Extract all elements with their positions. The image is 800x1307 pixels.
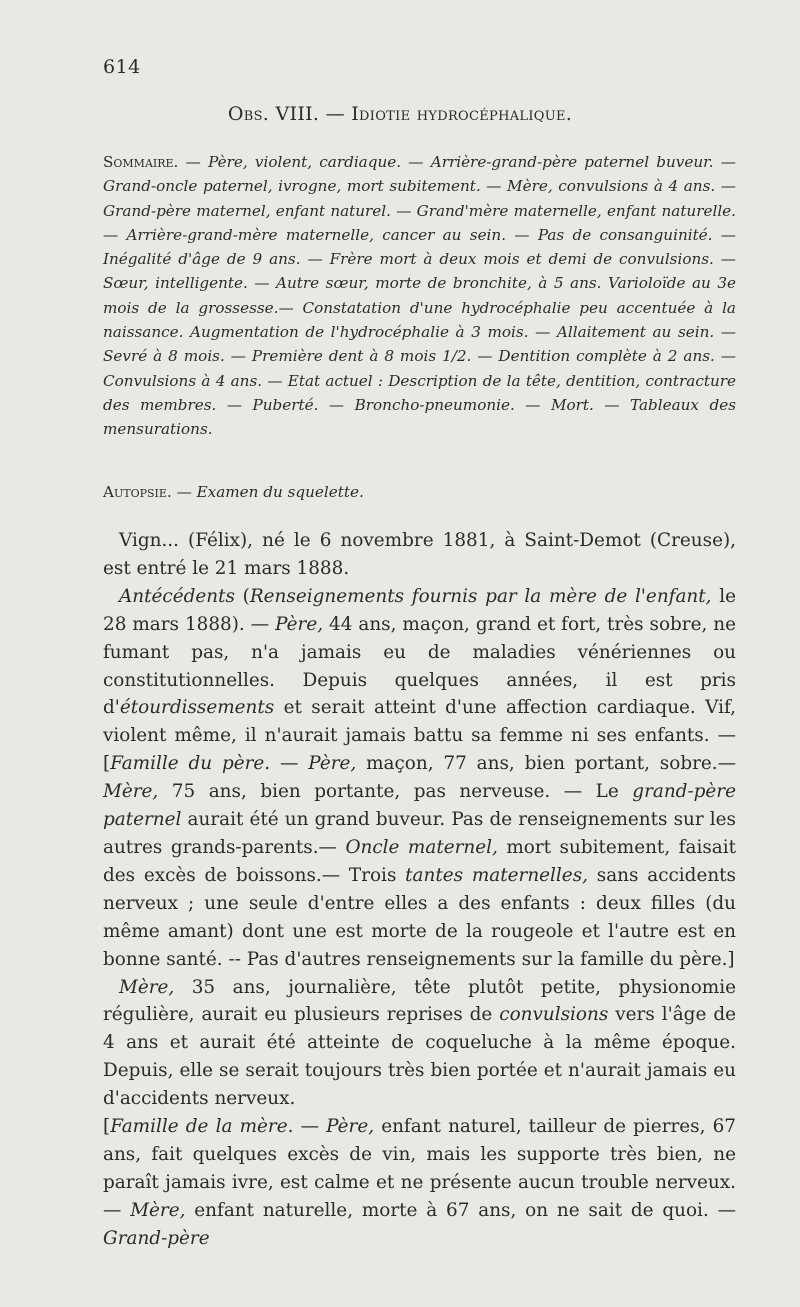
observation-title: Obs. VIII. — Idiotie hydrocéphalique. — [227, 103, 573, 125]
paragraph-antecedents — [103, 583, 736, 974]
text-span: Famille de la mère. — [110, 1116, 294, 1138]
text-span: et serait atteint d'une affection cardiaque. Vif, violent même, il n'aurait jamais battu sa femme ni ses enfants. — [ — [103, 697, 736, 775]
text-span: Grand-père — [103, 1227, 210, 1249]
text-span: tantes maternelles, — [405, 864, 588, 886]
autopsy-text: — Examen du squelette. — [176, 483, 364, 501]
body-text — [103, 527, 736, 1253]
summary-text: — Père, violent, cardiaque. — Arrière-grand-père paternel buveur. — Grand-oncle paternel, ivrogne, mort subitement. — Mère, convulsions à 4 ans. — Grand-père maternel, enfant naturel. — Grand'mère maternelle, enfant naturelle.— Arrière-grand-mère maternelle, cancer au sein. — Pas de consanguinité. — Inégalité d'âge de 9 ans. — Frère mort à deux mois et demi de convulsions. — Sœur, intelligente. — Autre sœur, morte de bronchite, à 5 ans. Varioloïde au 3e mois de la grossesse.— Constatation d'une hydrocéphalie peu accentuée à la naissance. Augmentation de l'hydrocéphalie à 3 mois. — Allaitement au sein. — Sevré à 8 mois. — Première dent à 8 mois 1/2. — Dentition complète à 2 ans. — Convulsions à 4 ans. — Etat actuel : Description de la tête, dentition, contracture des membres. — Puberté. — Broncho-pneumonie. — Mort. — Tableaux des mensurations. — [103, 153, 736, 439]
summary-block — [103, 150, 736, 442]
text-span: Oncle maternel, — [345, 836, 498, 858]
text-span: 44 ans, maçon, grand et fort, très sobre, ne fumant pas, n'a jamais eu de maladies vénériennes ou constitutionnelles. Depuis quelques années, il est pris d' — [103, 613, 736, 719]
text-span: convulsions — [499, 1004, 609, 1026]
text-span: — — [293, 1116, 327, 1138]
text-span: étourdissements — [119, 697, 275, 719]
paragraph-identity: Vign... (Félix), né le 6 novembre 1881, à Saint-Demot (Creuse), est entré le 21 mars 1888. — [103, 530, 736, 579]
text-span: Père, — [308, 753, 357, 775]
text-span: 35 ans, journalière, tête plutôt petite, physionomie régulière, aurait eu plusieurs reprises de — [103, 976, 736, 1026]
text-span: le 28 mars 1888). — — [103, 585, 736, 635]
paragraph-mother — [103, 974, 736, 1114]
text-span: Famille du père. — [110, 753, 271, 775]
text-span: Renseignements fournis par la mère de l'enfant, — [249, 585, 712, 607]
text-span: Père, — [275, 613, 324, 635]
text-span: sans accidents nerveux ; une seule d'entre elles a des enfants : deux filles (du même amant) dont une est morte de la rougeole et l'autre est en bonne santé. -- Pas d'autres renseignements sur la famille du père.] — [103, 864, 736, 970]
text-span: grand-père paternel — [103, 781, 736, 831]
text-span: Mère, — [130, 1199, 186, 1221]
text-span: [ — [103, 1116, 111, 1138]
text-span: enfant naturelle, morte à 67 ans, on ne sait de quoi. — — [185, 1199, 736, 1221]
text-span: 75 ans, bien portante, pas nerveuse. — Le — [158, 781, 633, 803]
text-span: Mère, — [103, 781, 159, 803]
autopsy-label: Autopsie. — [103, 483, 172, 501]
paragraph-mother-family — [103, 1113, 736, 1253]
summary-label: Sommaire. — [103, 153, 179, 171]
text-span: mort subitement, faisait des excès de boissons.— Trois — [103, 836, 736, 886]
text-span: Antécédents — [119, 585, 235, 607]
text-span: aurait été un grand buveur. Pas de renseignements sur les autres grands-parents.— — [103, 809, 736, 858]
text-span: Mère, — [119, 976, 175, 998]
text-span: maçon, 77 ans, bien portant, sobre.— — [356, 753, 736, 775]
text-span: vers l'âge de 4 ans et aurait été atteinte de coqueluche à la même époque. Depuis, elle se serait toujours très bien portée et n'aurait jamais eu d'accidents nerveux. — [103, 1004, 736, 1110]
text-span: — — [270, 753, 309, 775]
text-span: ( — [234, 585, 250, 607]
text-span: Père, — [326, 1116, 375, 1138]
text-span: enfant naturel, tailleur de pierres, 67 ans, fait quelques excès de vin, mais les supporte très bien, ne paraît jamais ivre, est calme et ne présente aucun trouble nerveux. — — [103, 1116, 736, 1221]
autopsy-line — [103, 480, 736, 504]
page-number: 614 — [103, 56, 141, 78]
